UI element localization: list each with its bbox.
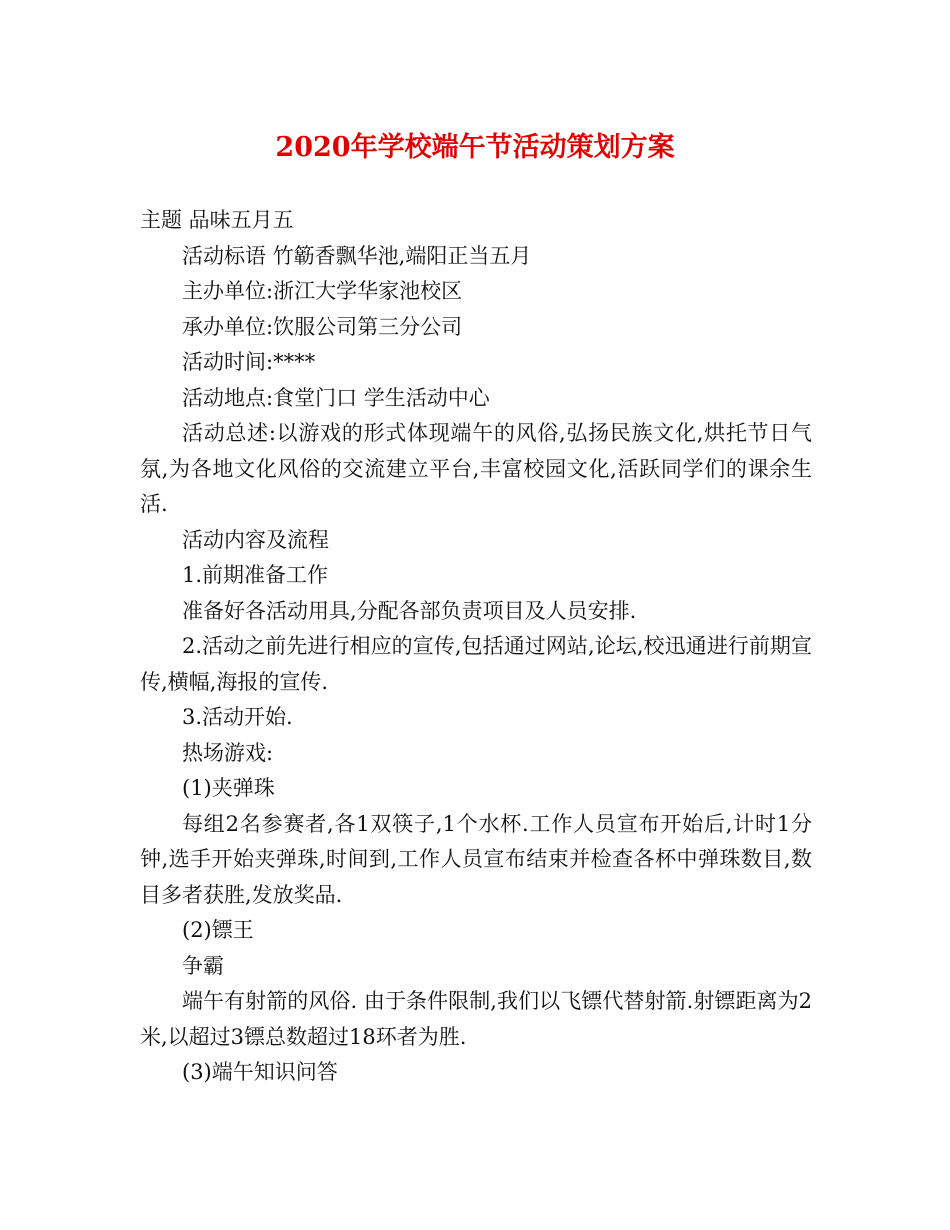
paragraph-game-2-title-cont: 争霸: [182, 953, 224, 978]
document-title: 2020年学校端午节活动策划方案: [275, 132, 675, 163]
paragraph-preparation: 准备好各活动用具,分配各部负责项目及人员安排.: [182, 598, 637, 623]
paragraph-step-1: 1.前期准备工作: [182, 563, 329, 587]
paragraph-step-2: 2.活动之前先进行相应的宣传,包括通过网站,论坛,校迅通进行前期宣传,横幅,海报的宣传.: [140, 634, 812, 694]
paragraph-game-1-rules: 每组2名参赛者,各1双筷子,1个水杯.工作人员宣布开始后,计时1分钟,选手开始夹弹珠,时间到,工作人员宣布结束并检查各杯中弹珠数目,数目多者获胜,发放奖品.: [140, 811, 812, 907]
paragraph-organizer: 主办单位:浙江大学华家池校区: [182, 279, 463, 303]
paragraph-game-2-rules: 端午有射箭的风俗. 由于条件限制,我们以飞镖代替射箭.射镖距离为2米,以超过3镖总数超过18环者为胜.: [140, 989, 812, 1049]
paragraph-time: 活动时间:****: [182, 350, 316, 374]
paragraph-content-heading: 活动内容及流程: [182, 527, 329, 552]
paragraph-game-3-title: (3)端午知识问答: [182, 1060, 338, 1084]
paragraph-warmup-heading: 热场游戏:: [182, 740, 274, 765]
paragraph-undertaker: 承办单位:饮服公司第三分公司: [182, 314, 463, 339]
paragraph-overview: 活动总述:以游戏的形式体现端午的风俗,弘扬民族文化,烘托节日气氛,为各地文化风俗的交流建立平台,丰富校园文化,活跃同学们的课余生活.: [140, 421, 812, 516]
paragraph-location: 活动地点:食堂门口 学生活动中心: [182, 385, 490, 410]
paragraph-theme: 主题 品味五月五: [140, 208, 294, 232]
document-body: [140, 203, 812, 1091]
paragraph-game-2-title: (2)镖王: [182, 918, 254, 942]
paragraph-step-3: 3.活动开始.: [182, 705, 293, 729]
paragraph-slogan: 活动标语 竹簕香飘华池,端阳正当五月: [182, 243, 532, 268]
paragraph-game-1-title: (1)夹弹珠: [182, 776, 275, 800]
